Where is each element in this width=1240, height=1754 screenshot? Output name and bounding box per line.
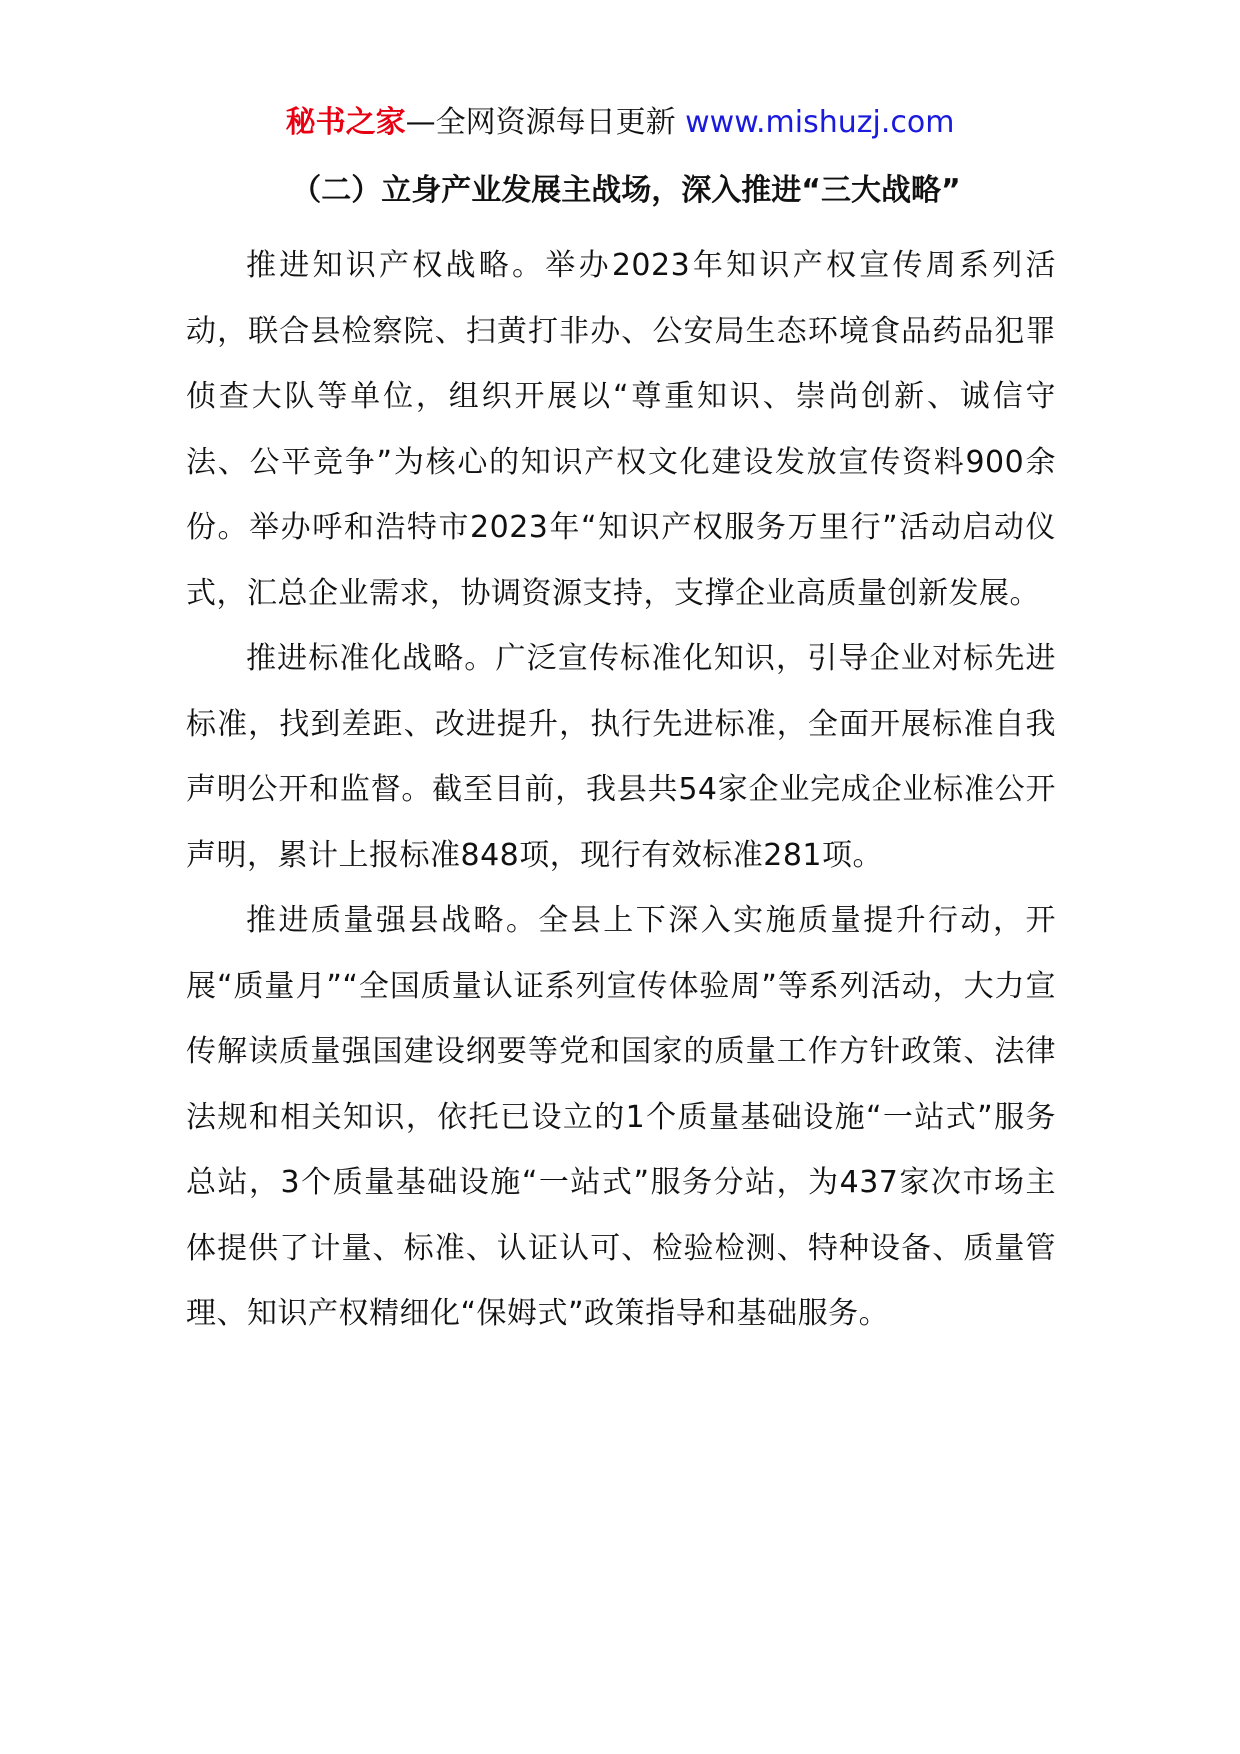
paragraph-standardization-strategy: 推进标准化战略。广泛宣传标准化知识，引导企业对标先进标准，找到差距、改进提升，执行先进标准，全面开展标准自我声明公开和监督。截至目前，我县共54家企业完成企业标准公开声明，累计上报标准848项，现行有效标准281项。 [186, 641, 1056, 873]
site-header [0, 100, 1240, 146]
document-body [186, 233, 1056, 1347]
header-tagline: —全网资源每日更新 [405, 105, 676, 140]
section-title: （二）立身产业发展主战场，深入推进“三大战略” [291, 173, 961, 208]
paragraph-ip-strategy: 推进知识产权战略。举办2023年知识产权宣传周系列活动，联合县检察院、扫黄打非办、公安局生态环境食品药品犯罪侦查大队等单位，组织开展以“尊重知识、崇尚创新、诚信守法、公平竞争”为核心的知识产权文化建设发放宣传资料900余份。举办呼和浩特市2023年“知识产权服务万里行”活动启动仪式，汇总企业需求，协调资源支持，支撑企业高质量创新发展。 [186, 248, 1056, 611]
paragraph-quality-strategy: 推进质量强县战略。全县上下深入实施质量提升行动，开展“质量月”“全国质量认证系列宣传体验周”等系列活动，大力宣传解读质量强国建设纲要等党和国家的质量工作方针政策、法律法规和相关知识，依托已设立的1个质量基础设施“一站式”服务总站，3个质量基础设施“一站式”服务分站，为437家次市场主体提供了计量、标准、认证认可、检验检测、特种设备、质量管理、知识产权精细化“保姆式”政策指导和基础服务。 [186, 903, 1056, 1331]
brand-name: 秘书之家 [285, 105, 406, 140]
site-url-link[interactable]: www.mishuzj.com [685, 105, 955, 140]
